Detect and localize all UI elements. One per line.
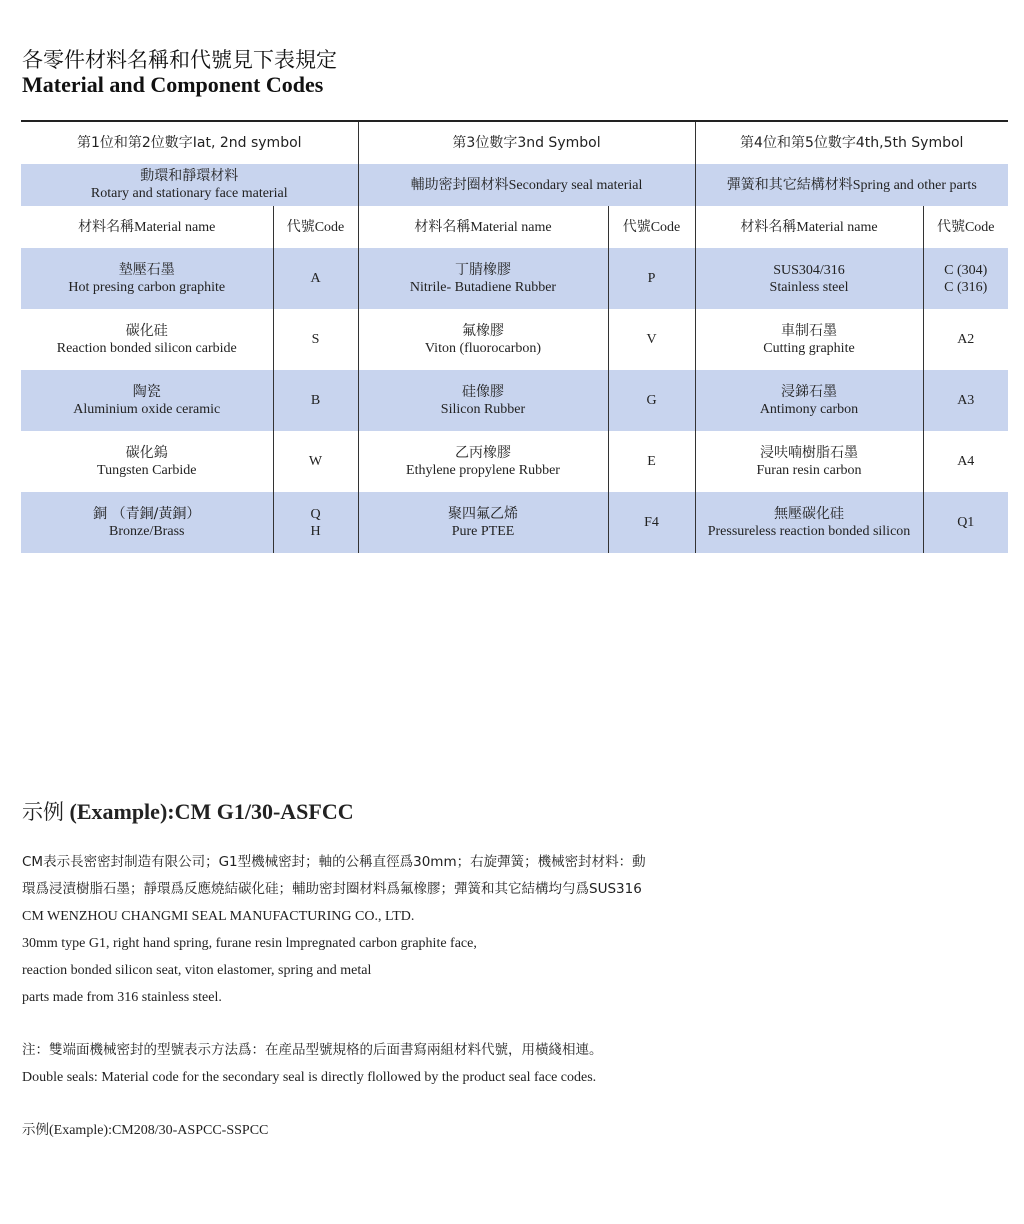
subheader-spring: 彈簧和其它結構材料Spring and other parts	[695, 164, 1008, 206]
material-code-table	[21, 120, 1008, 553]
seal-material-cell: 丁腈橡膠 Nitrile- Butadiene Rubber	[358, 248, 608, 309]
face-code-cell: B	[273, 370, 358, 431]
spring-material-cell: 車制石墨 Cutting graphite	[695, 309, 923, 370]
subheader-face: 動環和靜環材料 Rotary and stationary face material	[21, 164, 358, 206]
spring-code-cell: A3	[923, 370, 1008, 431]
spring-code-cell: A2	[923, 309, 1008, 370]
column-header-code: 代號Code	[608, 206, 695, 248]
group-header-face: 第1位和第2位數字Iat, 2nd symbol	[21, 121, 358, 164]
seal-material-cell: 硅像膠 Silicon Rubber	[358, 370, 608, 431]
face-material-cell: 銅 （青銅/黃銅） Bronze/Brass	[21, 492, 273, 553]
face-material-cell: 碳化硅 Reaction bonded silicon carbide	[21, 309, 273, 370]
column-header-name: 材料名稱Material name	[358, 206, 608, 248]
subheader-seal: 輔助密封圈材料Secondary seal material	[358, 164, 695, 206]
spring-material-cell: 無壓碳化硅 Pressureless reaction bonded silicon	[695, 492, 923, 553]
table-row	[21, 492, 1008, 553]
column-header-code: 代號Code	[923, 206, 1008, 248]
face-code-cell: Q H	[273, 492, 358, 553]
face-material-cell: 碳化鎢 Tungsten Carbide	[21, 431, 273, 492]
example-description: CM表示長密密封制造有限公司；G1型機械密封；軸的公稱直徑爲30mm；右旋彈簧；機械密封材料：動 環爲浸漬樹脂石墨；靜環爲反應燒結碳化硅；輔助密封圈材料爲氟橡膠；彈簧和其它結構均勻爲SUS316 CM WENZHOU CHANGMI SEAL MANUFACTURING CO., LTD. 30mm type G1, right hand spring, furane resin lmpregnated carbon graphite face, reaction bonded silicon seat, viton elastomer, spring and metal parts made from 316 stainless steel.	[22, 854, 646, 1005]
column-header-name: 材料名稱Material name	[21, 206, 273, 248]
face-code-cell: A	[273, 248, 358, 309]
group-header-spring: 第4位和第5位數字4th,5th Symbol	[695, 121, 1008, 164]
seal-code-cell: G	[608, 370, 695, 431]
seal-material-cell: 乙丙橡膠 Ethylene propylene Rubber	[358, 431, 608, 492]
seal-code-cell: F4	[608, 492, 695, 553]
double-seal-note: 注：雙端面機械密封的型號表示方法爲：在産品型號規格的后面書寫兩組材料代號，用橫綫相連。 Double seals: Material code for the secondary seal is directly flollowed by the product seal face codes.	[22, 1042, 603, 1085]
table-row	[21, 370, 1008, 431]
page-title: Material and Component Codes	[22, 72, 324, 97]
spring-material-cell: 浸呋喃樹脂石墨 Furan resin carbon	[695, 431, 923, 492]
double-seal-example: 示例(Example):CM208/30-ASPCC-SSPCC	[22, 1122, 269, 1138]
spring-code-cell: A4	[923, 431, 1008, 492]
example-heading: 示例 (Example):CM G1/30-ASFCC	[22, 799, 354, 824]
face-code-cell: S	[273, 309, 358, 370]
page-title-chinese: 各零件材料名稱和代號見下表規定	[22, 48, 337, 72]
spring-material-cell: SUS304/316 Stainless steel	[695, 248, 923, 309]
table-row	[21, 431, 1008, 492]
face-material-cell: 陶瓷 Aluminium oxide ceramic	[21, 370, 273, 431]
seal-code-cell: E	[608, 431, 695, 492]
face-material-cell: 墊壓石墨 Hot presing carbon graphite	[21, 248, 273, 309]
seal-material-cell: 聚四氟乙烯 Pure PTEE	[358, 492, 608, 553]
column-header-code: 代號Code	[273, 206, 358, 248]
spring-code-cell: C (304) C (316)	[923, 248, 1008, 309]
seal-code-cell: P	[608, 248, 695, 309]
table-row	[21, 248, 1008, 309]
table-column-header	[21, 206, 1008, 248]
table-row	[21, 309, 1008, 370]
column-header-name: 材料名稱Material name	[695, 206, 923, 248]
spring-code-cell: Q1	[923, 492, 1008, 553]
seal-code-cell: V	[608, 309, 695, 370]
seal-material-cell: 氟橡膠 Viton (fluorocarbon)	[358, 309, 608, 370]
spring-material-cell: 浸銻石墨 Antimony carbon	[695, 370, 923, 431]
table-group-header	[21, 121, 1008, 164]
table-subheader	[21, 164, 1008, 206]
group-header-seal: 第3位數字3nd Symbol	[358, 121, 695, 164]
face-code-cell: W	[273, 431, 358, 492]
